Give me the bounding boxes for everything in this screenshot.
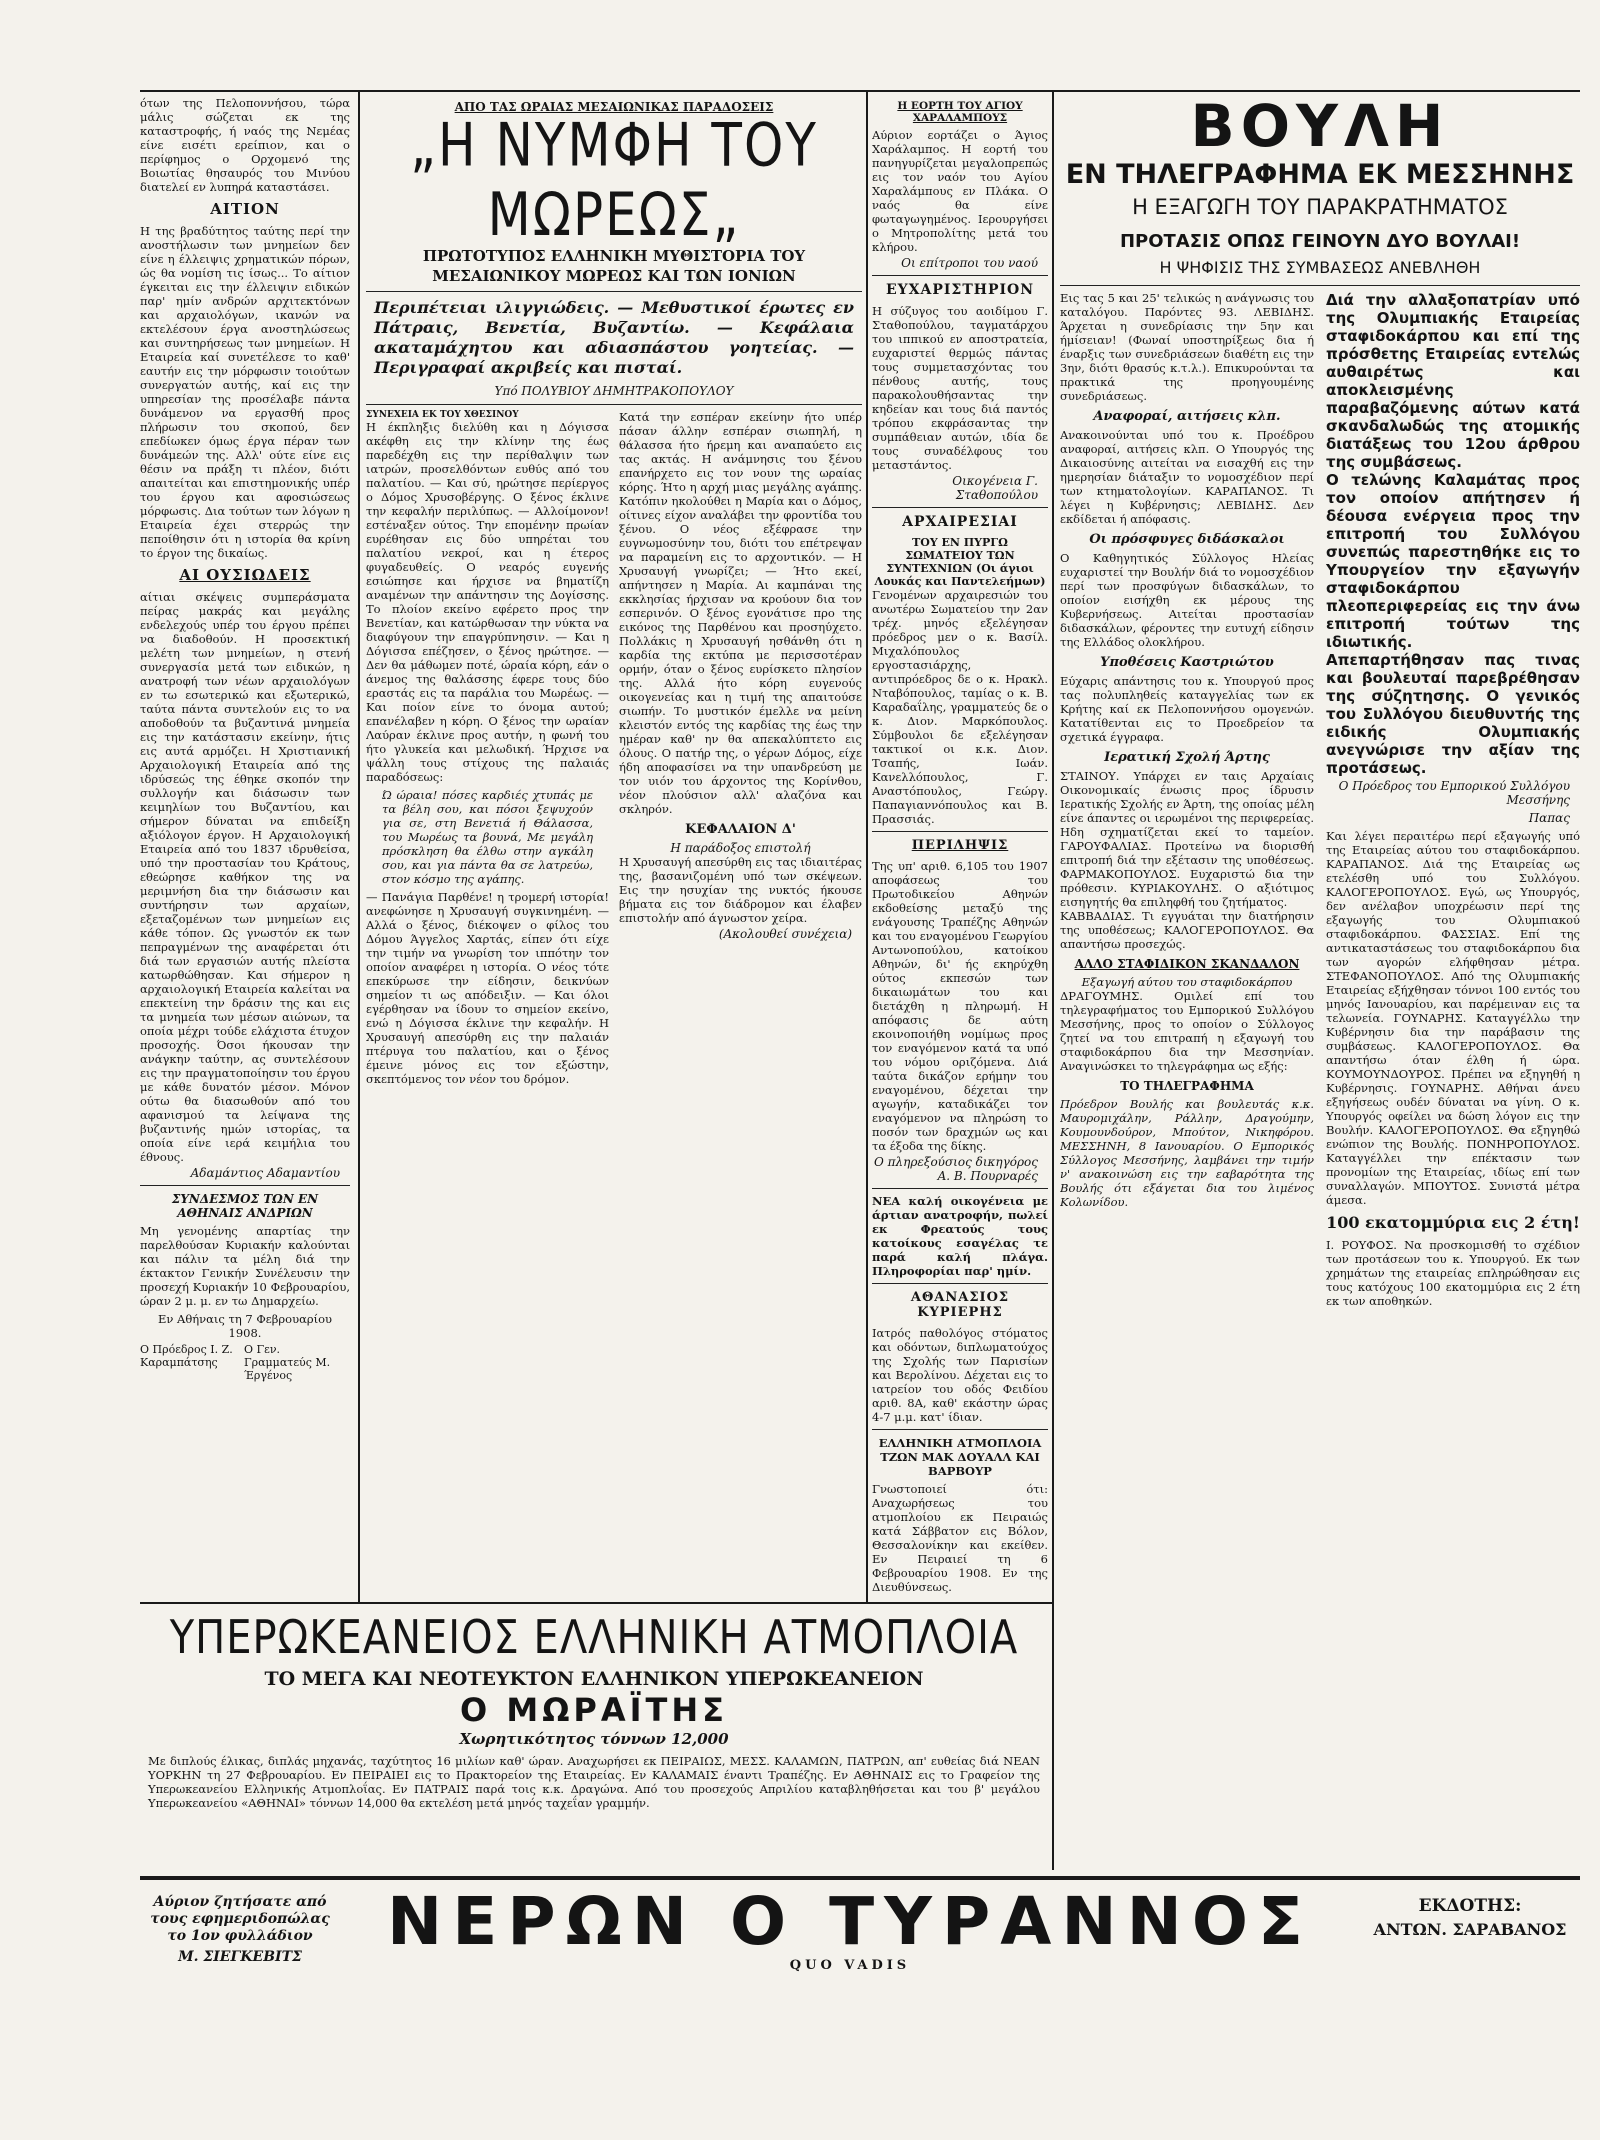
perilipsis-text: Της υπ' αριθ. 6,105 του 1907 αποφάσεως του Πρωτοδικείου Αθηνών εκδοθείσης μεταξύ της ενάγουσης Τραπέζης Αθηνών και του εναγομένου Γεωργίου Αντωνοπούλου, κατοίκου Αθηνών, δι' ής εκηρύχθη ούτος εκπεσών των δικαιωμάτων του και διετάχθη η πληρωμή. Η απόφασις δε αύτη εκοινοποιήθη νομίμως προς τον εναγόμενον κατά τα υπό του νόμου οριζόμενα. Διά ταύτα δικάζον ερήμην του εναγομένου, δέχεται την αγωγήν, καταδικάζει τον εναγόμενον να πληρώση το ποσόν των δραχμών ως και τα έξοδα της δίκης. xyxy=(872,859,1048,1153)
feuilleton-text-d: Η Χρυσαυγή απεσύρθη εις τας ιδιαιτέρας της, βασανιζομένη υπό των σκέψεων. Εις την ησυχίαν της νυκτός ήκουσε βήματα εις τον διάδρομον και έλαβεν επιστολήν από άγνωστον χείρα. xyxy=(619,855,862,925)
steamers-text: Γνωστοποιεί ότι: Αναχωρήσεως του ατμοπλοίου εκ Πειραιώς κατά Σάββατον εις Βόλον, Θεσσαλονίκην και εκείθεν. Εν Πειραιεί τη 6 Φεβρουαρίου 1908. Εν της Διευθύνσεως. xyxy=(872,1482,1048,1594)
petitions-heading: Αναφοραί, αιτήσεις κλπ. xyxy=(1093,409,1281,424)
parliament-right-signature: Ο Πρόεδρος του Εμπορικού Συλλόγου Μεσσήνης xyxy=(1338,779,1570,807)
festival-signature: Οι επίτροποι του ναού xyxy=(901,256,1038,270)
shipping-ad-title: ΥΠΕΡΩΚΕΑΝΕΙΟΣ ΕΛΛΗΝΙΚΗ ΑΤΜΟΠΛΟΙΑ xyxy=(169,1611,1019,1665)
nea-ad: ΝΕΑ καλή οικογένεια με άρτιαν ανατροφήν, πωλεί εκ Φρεατούς τους κατοίκους εσαγέλας τε παρά καλή πλάγα. Πληροφορίαι παρ' ημίν. xyxy=(872,1194,1048,1278)
footer-subtitle: QUO VADIS xyxy=(789,1958,911,1973)
divider xyxy=(366,291,862,292)
parliament-right-text-3: Απεπαρτήθησαν πας τινας και βουλευταί παρεβρέθησαν της σύζητησης. Ο γενικός του Συλλόγου διευθυντής της ειδικής Ολυμπιακής ανεγνώρισε την αξίαν της προτάσεως. xyxy=(1326,651,1580,777)
column-4 xyxy=(872,94,1048,1598)
feuilleton-subtitle: ΠΡΩΤΟΤΥΠΟΣ ΕΛΛΗΝΙΚΗ ΜΥΘΙΣΤΟΡΙΑ ΤΟΥ ΜΕΣΑΙΩΝΙΚΟΥ ΜΩΡΕΩΣ ΚΑΙ ΤΩΝ ΙΟΝΙΩΝ xyxy=(422,247,806,285)
syndesmos-heading: ΣΥΝΔΕΣΜΟΣ ΤΩΝ ΕΝ ΑΘΗΝΑΙΣ ΑΝΔΡΙΩΝ xyxy=(171,1192,319,1220)
elections-heading: ΑΡΧΑΙΡΕΣΙΑΙ xyxy=(902,514,1018,530)
divider xyxy=(1060,285,1580,286)
scandal-heading: ΑΛΛΟ ΣΤΑΦΙΔΙΚΟΝ ΣΚΑΝΔΑΛΟΝ xyxy=(1074,957,1300,971)
divider xyxy=(140,1185,350,1186)
feuilleton-poem: Ώ ώραια! πόσες καρδιές χτυπάς με τα βέλη σου, και πόσοι ξεψυχούν για σε, στη Βενετιά ή Θάλασσα, του Μωρέως τα βουνά, Με μεγάλη πρόσκληση θα έλθω στην αγκάλη σου, και για πάντα θα σε λατρεύω, στον κόσμο της αγάπης. xyxy=(382,788,593,886)
shipping-ad-text: Με διπλούς έλικας, διπλάς μηχανάς, ταχύτητος 16 μιλίων καθ' ώραν. Αναχωρήσει εκ ΠΕΙΡΑΙΩΣ, ΜΕΣΣ. ΚΑΛΑΜΩΝ, ΠΑΤΡΩΝ, απ' ευθείας διά ΝΕΑΝ ΥΟΡΚΗΝ τη 27 Φεβρουαρίου. Εν ΠΕΙΡΑΙΕΙ εις το Πρακτορείον της Εταιρείας. Εν ΚΑΛΑΜΑΙΣ έναντι Τραπέζης. Εν ΑΘΗΝΑΙΣ εις το Γραφείον της Υπερωκεανείου Ελληνικής Ατμοπλοΐας. Εν ΠΑΤΡΑΙΣ παρά τοις κ.κ. Δραγώνα. Από του προσεχούς Απριλίου καταβληθήσεται και του β' μεγάλου Υπερωκεανείου «ΑΘΗΝΑΙ» τόννων 14,000 θα εκτελέση μετά μηνός ταχεΐαν γραμμήν. xyxy=(148,1754,1040,1810)
intro-text: ότων της Πελοποννήσου, τώρα μάλις σώζεται εκ της καταστροφής, ή ναός της Νεμέας είνε εισέτι ερείπιον, και ο περίφημος ο Ορχομενό της Βοιωτίας θησαυρός του Μινύου διατελεί εν λυπηρά καταστάσει. xyxy=(140,96,350,194)
perilipsis-heading: ΠΕΡΙΛΗΨΙΣ xyxy=(911,838,1009,853)
feuilleton-section xyxy=(366,94,862,1598)
steamers-heading: ΕΛΛΗΝΙΚΗ ΑΤΜΟΠΛΟΙΑ ΤΖΩΝ ΜΑΚ ΔΟΥΑΛΛ ΚΑΙ ΒΑΡΒΟΥΡ xyxy=(878,1436,1042,1478)
feuilleton-text-a: Η έκπληξις διελύθη και η Δόγισσα ακέφθη εις την κλίνην της έως παρεδέχθη εις την περίθαλψιν των ιατρών, προσελθόντων ευθύς από του παλατίου. — Και σύ, ηρώτησε περίεργος ο Δόμος Χρυσοβέργης. Ο ξένος έκλινε την κεφαλήν περιλύπως. — Αλλοίμονον! εστέναξεν ούτος. Την επομένην πρωίαν ευρέθησαν εις δύο υπηρέται του παλατίου νεκροί, και η έτερος φυγαδευθείς. Ο νεαρός ευγενής εσιώπησε και ήρχισε να βηματίζη αναμένων την απάντησιν της Δογίσσης. Το πλοίον εκείνο εφέρετο προς την Βενετίαν, και κατώρθωσαν την νύκτα να διαφύγουν την επαγρύπνησιν. — Και η Δόγισσα επέζησεν, ο ξένος ηρώτησε. — Δεν θα μάθωμεν ποτέ, ώραία κόρη, εάν ο άνεμος της θαλάσσης έφερε τους δύο εραστάς εις τα παράλια του Μωρέως. — Και ποίον είνε το όνομα αυτού; επανέλαβεν η κόρη. Ο ξένος την ωραίαν Λαύραν έκλινε προς αυτήν, η φωνή του ήτο γλυκεία και μελωδική. Ήρχισε να ψάλλη τους στίχους της παλαιάς παραδόσεως: xyxy=(366,420,609,784)
column-rule xyxy=(866,90,868,1602)
divider xyxy=(366,404,862,405)
ousiodeis-text: αίτιαι σκέψεις συμπεράσματα πείρας μακράς και μεγάλης ενδελεχούς υπέρ του έργου πρέπει να διαδοθούν. Η προσεκτική μελέτη των μνημείων, η στενή συνεργασία μετά των ειδικών, η ανατροφή των νέων αρχαιολόγων εν τω εσωτερικώ και εξωτερικώ, ταύτα πάντα συντελούν εις το να αποδοθούν τα βυζαντινά μνημεία εις την κατάστασιν εκείνην, ήτις εις αυτά αρμόζει. Η Χριστιανική Αρχαιολογική Εταιρεία από της ιδρύσεώς της έθηκε σκοπόν την συλλογήν και διάσωσιν των κειμηλίων του Βυζαντίου, και σήμερον δύναται να επιδείξη αξιόλογον έργον. Η Αρχαιολογική Εταιρεία από του 1837 ιδρυθείσα, υπό την προστασίαν του Κράτους, εθεώρησε καθήκον της να μεριμνήση δια την διάσωσιν και συντήρησιν των αρχαίων, εξεταζομένων των μνημείων εις κάθε τόπον. Ως γνωστόν εκ των πεπραγμένων της αναφέρεται ότι διά των εργασιών αυτής πλείστα κατωρθώθησαν. Και σήμερον η αρχαιολογική Εταιρεία καλείται να επεκτείνη την δράσιν της και εις τα μνημεία των μέσων αιώνων, τα οποία μέχρι τούδε ελάχιστα έτυχον προσοχής. Όσοι ήκουσαν την ανάγκην ταύτην, ας συντελέσουν εις την πραγματοποίησιν του έργου με κάθε δυνατόν μέσον. Μόνον ούτω θα διασωθούν από του αφανισμού τα λείψανα της βυζαντινής ημών ιστορίας, τα οποία είνε ιερά κειμήλια του έθνους. xyxy=(140,590,350,1164)
feuilleton-text-c: Κατά την εσπέραν εκείνην ήτο υπέρ πάσαν άλλην εσπέραν σιωπηλή, η θάλασσα ήτο ήρεμη και αναπαύετο εις τας ακτάς. Η ανάμνησις του ξένου επανήρχετο εις τον νουν της ωραίας κόρης. Ήτο η αρχή μιας μεγάλης αγάπης. Κατόπιν ηκολούθει η Μαρία και ο Δόμος, οίτινες είχον αναλάβει την φροντίδα του ξένου. Ο νέος εξέφρασε την ευγνωμοσύνην του, διότι του επέτρεψαν να παραμείνη εις το αρχοντικόν. — Η Χρυσαυγή γνωρίζει; — Ήτο εκεί, απήντησεν η Μαρία. Αι καμπάναι της εκκλησίας ήρχισαν να κρούουν δια τον εσπερινόν. Ο ξένος εγονάτισε προ της εικόνος της Παρθένου και προσηύχετο. Πολλάκις η Χρυσαυγή ησθάνθη ότι η καρδία της εκτύπα με περισσοτέραν ορμήν, όταν ο ξένος ευρίσκετο πλησίον της. Αλλά ήτο κόρη ευγενούς οικογενείας και η τιμή της απαιτούσε σιωπήν. Το μυστικόν έμελλε να μείνη κλειστόν εντός της καρδίας της έως την ημέραν καθ' ην θα απεκαλύπτετο εις όλους. Ο πατήρ της, ο γέρων Δόμος, είχε ήδη αποφασίσει να την υπανδρεύση με τον υιόν του άρχοντος της Κορίνθου, νέον πλούσιον αλλ' αλαζόνα και σκληρόν. xyxy=(619,410,862,816)
syndesmos-text: Μη γενομένης απαρτίας την παρελθούσαν Κυριακήν καλούνται και πάλιν τα μέλη διά την έκτακτον Γενικήν Συνέλευσιν την προσεχή Κυριακήν 10 Φεβρουαρίου, ώραν 2 μ. μ. εν τω Δημαρχείω. xyxy=(140,1224,350,1308)
footer-right-name: ΑΝΤΩΝ. ΣΑΡΑΒΑΝΟΣ xyxy=(1373,1920,1567,1939)
shipping-advertisement xyxy=(140,1608,1048,1870)
divider xyxy=(872,1188,1048,1189)
scandal-text: ΔΡΑΓΟΥΜΗΣ. Ομιλεί επί του τηλεγραφήματος του Εμπορικού Συλλόγου Μεσσήνης, προς το οποίον ο Σύλλογος ζητεί να του επιτραπή η εξαγωγή του σταφιδοκάρπου δια την Μεσσηνίαν. Αναγινώσκει το τηλεγράφημα ως εξής: xyxy=(1060,989,1314,1073)
shipping-ad-subtitle: ΤΟ ΜΕΓΑ ΚΑΙ ΝΕΟΤΕΥΚΤΟΝ ΕΛΛΗΝΙΚΟΝ ΥΠΕΡΩΚΕΑΝΕΙΟΝ xyxy=(264,1668,924,1690)
parliament-bottom-line: 100 εκατομμύρια εις 2 έτη! xyxy=(1326,1213,1580,1232)
column-rule xyxy=(1052,90,1054,1870)
divider xyxy=(872,1283,1048,1284)
elections-subheading: ΤΟΥ ΕΝ ΠΥΡΓΩ ΣΩΜΑΤΕΙΟΥ ΤΩΝ ΣΥΝΤΕΧΝΙΩΝ (Οι άγιοι Λουκάς και Παντελεήμων) xyxy=(874,536,1046,588)
footer-banner xyxy=(140,1886,1580,1986)
kyriakis-heading: ΑΘΑΝΑΣΙΟΣ ΚΥΡΙΕΡΗΣ xyxy=(910,1290,1010,1320)
thanks-signature: Οικογένεια Γ. Σταθοπούλου xyxy=(952,474,1038,502)
divider xyxy=(872,275,1048,276)
ousiodeis-heading: ΑΙ ΟΥΣΙΩΔΕΙΣ xyxy=(179,566,311,584)
top-rule xyxy=(140,90,1580,92)
arta-text: ΣΤΑΙΝΟΥ. Υπάρχει εν ταις Αρχαίαις Οικονομικαίς ένωσις προς ίδρυσιν Ιερατικής Σχολής εν Άρτη, της οποίας μέλη είνε άπαντες οι ιερωμένοι της περιφερείας. Ηδη σχηματίζεται εκεί το ταμείον. ΓΑΡΟΥΦΑΛΙΑΣ. Προτείνω να διορισθή επιτροπή διά την εξέτασιν της υποθέσεως. ΦΑΡΜΑΚΟΠΟΥΛΟΣ. Ευχαριστώ δια την πρόθεσιν. ΚΥΡΙΑΚΟΥΛΗΣ. Ο αξιότιμος εισηγητής θα επιληφθή του ζητήματος. xyxy=(1060,769,1315,909)
article-signature: Αδαμάντιος Αδαμαντίου xyxy=(190,1166,340,1180)
parliament-headline: ΕΝ ΤΗΛΕΓΡΑΦΗΜΑ ΕΚ ΜΕΣΣΗΝΗΣ xyxy=(1065,159,1575,190)
parliament-right-text: Διά την αλλαξοπατρίαν υπό της Ολυμπιακής Εταιρείας σταφιδοκάρπου και επί της πρόσθετης Εταιρείας εντελώς αυθαιρέτως και αποκλεισμένης παραβαζόμενης αύτων κατά σκανδαλωδώς της ατομικής διατάξεως του 12ου άρθρου της συμβάσεως. xyxy=(1326,291,1580,471)
teachers-text: Ο Καθηγητικός Σύλλογος Ηλείας ευχαριστεί την Βουλήν διά το νομοσχέδιον περί των προσφύγων διδασκάλων, το οποίον εισήχθη εκ μέρους της Κυβερνήσεως. Αιτείται προστασίαν διδασκάλων, φέροντες την ευτυχή είδησιν της Ελλάδος ολοκλήρου. xyxy=(1060,551,1314,649)
continuation-note: (Ακολουθεί συνέχεια) xyxy=(718,927,852,941)
footer-rule xyxy=(140,1876,1580,1880)
feuilleton-blurb: Περιπέτειαι ιλιγγιώδεις. — Μεθυστικοί έρωτες εν Πάτραις, Βενετία, Βυζαντίω. — Κεφάλαια ακαταμάχητου και αδιασπάστου γοητείας. — Περιγραφαί ακριβείς και πισταί. xyxy=(374,298,854,377)
feuilleton-text-b: — Πανάγια Παρθένε! η τρομερή ιστορία! ανεφώνησε η Χρυσαυγή συγκινημένη. — Αλλά ο ξένος, διέκοψεν ο φίλος του Δόμου Άγγελος Χαρτάς, είπεν ότι είχε την τιμήν να γνωρίση τον ιππότην τον οποίον αναφέρει η ιστορία. Ο νέος τότε επεκύρωσε την είδησιν, δεικνύων σημείον τι ως απόδειξιν. — Και όλοι εγέρθησαν να ίδουν το σημείον εκείνο, ενώ η Δόγισσα έκλινε την κεφαλήν. Η Χρυσαυγή απεσύρθη εις την παλαιάν πτέρυγα του παλατίου, και ο ξένος έμεινε μόνος εις τον εξώστην, σκεπτόμενος τον νέον του δρόμον. xyxy=(366,890,609,1086)
scandal-subheading: Εξαγωγή αύτου του σταφιδοκάρπου xyxy=(1081,975,1293,989)
footer-title: ΝΕΡΩΝ Ο ΤΥΡΑΝΝΟΣ xyxy=(386,1886,1314,1960)
newspaper-page xyxy=(140,90,1580,2070)
festival-text: Αύριον εορτάζει ο Άγιος Χαράλαμπος. Η εορτή του πανηγυρίζεται μεγαλοπρεπώς εις τον ναόν του Αγίου Χαραλάμπους εν Πλάκα. Ο ναός θα είνε φωταγωγημένος. Ιερουργήσει ο Μητροπολίτης μετά του κλήρου. xyxy=(872,128,1048,254)
divider xyxy=(872,1429,1048,1430)
parliament-section xyxy=(1060,94,1580,1870)
elections-text: Γενομένων αρχαιρεσιών του ανωτέρω Σωματείου την 2αν τρέχ. μηνός εξελέγησαν πρόεδρος μεν ο κ. Βασίλ. Μιχαλόπουλος εργοστασιάρχης, αντιπρόεδρος δε ο κ. Ηρακλ. Νταβόπουλος, ταμίας ο κ. Β. Καραδαΐλης, γραμματεύς δε ο κ. Διον. Μαρκόπουλος. Σύμβουλοι δε εξελέγησαν τακτικοί οι κ.κ. Διον. Τσαπής, Ιωάν. Κανελλόπουλος, Γ. Αναστόπουλος, Γεώργ. Παπαγιαννόπουλος και Β. Πρασσιάς. xyxy=(872,588,1048,826)
parliament-masthead: ΒΟΥΛΗ xyxy=(1190,94,1450,160)
column-rule xyxy=(358,90,360,1602)
footer-right-label: ΕΚΔΟΤΗΣ: xyxy=(1418,1896,1522,1916)
divider xyxy=(872,831,1048,832)
footer-right xyxy=(1360,1896,1580,1939)
chapter-title: Η παράδοξος επιστολή xyxy=(670,841,811,855)
feuilleton-title: „Η ΝΥΜΦΗ ΤΟΥ ΜΩΡΕΩΣ„ xyxy=(410,110,818,250)
parliament-bottom-text: Ι. ΡΟΥΦΟΣ. Να προσκομισθή το σχέδιον των προτάσεων του κ. Υπουργού. Εκ των χρημάτων της εταιρείας επληρώθησαν εις τους κατόχους 100 εκατομμύρια εις 2 έτη εκ των αποθηκών. xyxy=(1326,1238,1580,1308)
kyriakis-text: Ιατρός παθολόγος στόματος και οδόντων, διπλωματούχος της Σχολής των Παρισίων και Βερολίνου. Δέχεται εις το ιατρείον του οδός Φειδίου αριθ. 8Α, καθ' εκάστην ώρας 4-7 μ.μ. κατ' ίδιαν. xyxy=(872,1326,1048,1424)
festival-heading: Η ΕΟΡΤΗ ΤΟΥ ΑΓΙΟΥ ΧΑΡΑΛΑΜΠΟΥΣ xyxy=(897,100,1023,124)
section-rule xyxy=(140,1602,1052,1604)
parliament-subhead-2: ΠΡΟΤΑΣΙΣ ΟΠΩΣ ΓΕΙΝΟΥΝ ΔΥΟ ΒΟΥΛΑΙ! xyxy=(1119,231,1521,252)
parliament-right-signature-2: Παπας xyxy=(1528,811,1570,825)
feuilleton-column-right xyxy=(619,410,862,1086)
feuilleton-kicker: ΑΠΟ ΤΑΣ ΩΡΑΙΑΣ ΜΕΣΑΙΩΝΙΚΑΣ ΠΑΡΑΔΟΣΕΙΣ xyxy=(454,100,774,114)
kavadias-text: ΚΑΒΒΑΔΙΑΣ. Τι εγγυάται την διατήρησιν της υποθέσεως; ΚΑΛΟΓΕΡΟΠΟΥΛΟΣ. Θα απαντήσω προσεχώς. xyxy=(1060,909,1314,951)
divider xyxy=(872,507,1048,508)
column-1 xyxy=(140,96,350,1596)
shipping-ad-ship: Ο ΜΩΡΑΪΤΗΣ xyxy=(460,1691,728,1729)
telegram-text: Πρόεδρον Βουλής και βουλευτάς κ.κ. Μαυρομιχάλην, Ράλλην, Δραγούμην, Κουμουνδούρον, Μπούτον, Νικηφόρου. ΜΕΣΣΗΝΗ, 8 Ιανουαρίου. Ο Εμπορικός Σύλλογος Μεσσήνης, λαμβάνει την τιμήν ν' ανακοινώση εις την εαβαρότητα της Βουλής ότι εξάγεται δια του λιμένος Κολωνίδου. xyxy=(1060,1097,1314,1209)
parliament-right-text-2: Ο τελώνης Καλαμάτας προς τον οποίον απήτησεν ή δέουσα ενέργεια προς την επιτροπή του Συλλόγου συνεπώς παρεστηθήκε εις το Υπουργείον την εξαγωγήν σταφιδοκάρπου πλεοπεριφερείας εις την άνω επιτροπή τούτων της ιδιωτικής. xyxy=(1326,471,1580,651)
telegram-heading: ΤΟ ΤΗΛΕΓΡΑΦΗΜΑ xyxy=(1120,1079,1254,1093)
feuilleton-column-left xyxy=(366,410,609,1086)
signature-secretary: Ο Γεν. Γραμματεύς Μ. Έργένος xyxy=(244,1343,331,1382)
parliament-subhead-3: Η ΨΗΦΙΣΙΣ ΤΗΣ ΣΥΜΒΑΣΕΩΣ ΑΝΕΒΛΗΘΗ xyxy=(1159,258,1481,277)
parliament-column-right xyxy=(1326,291,1580,1308)
session-opening: Εις τας 5 και 25' τελικώς η ανάγνωσις του καταλόγου. Παρόντες 93. ΛΕΒΙΔΗΣ. Άρχεται η συνεδρίασις την 5ην και ήμίσειαν! (Φωναί υποστηρίξεως δια ή έναρξις των συνεδριάσεων διαθέτη εις την 3ην, διότι θρασύς κ.τ.λ.). Επικυρούνται τα πρακτικά της προηγουμένης συνεδριάσεως. xyxy=(1060,291,1314,403)
parliament-column-left xyxy=(1060,291,1314,1308)
footer-left-text: Αύριον ζητήσατε από τους εφημεριδοπώλας το 1ον φυλλάδιον xyxy=(150,1894,330,1944)
signature-president: Ο Πρόεδρος Ι. Ζ. Καραμπάτσης xyxy=(140,1343,233,1369)
chapter-heading: ΚΕΦΑΛΑΙΟΝ Δ' xyxy=(685,822,796,837)
footer-left-name: Μ. ΣΙΕΓΚΕΒΙΤΣ xyxy=(178,1949,302,1965)
teachers-heading: Οι πρόσφυγες διδάσκαλοι xyxy=(1089,532,1285,547)
kastriotou-text: Εύχαρις απάντησις του κ. Υπουργού προς τας πολυπληθείς καταγγελίας των εκ Κρήτης καί εκ Πελοποννήσου ομογενών. Κατατίθενται εις το Προεδρείον τα σχετικά έγγραφα. xyxy=(1060,674,1314,744)
arta-heading: Ιερατική Σχολή Άρτης xyxy=(1104,750,1270,765)
feuilleton-byline: Υπό ΠΟΛΥΒΙΟΥ ΔΗΜΗΤΡΑΚΟΠΟΥΛΟΥ xyxy=(494,384,734,398)
petitions-text: Ανακοινούνται υπό του κ. Προέδρου αναφοραί, αιτήσεις κλπ. Ο Υπουργός της Δικαιοσύνης αιτείται να εισαχθή εις την ημερησίαν διάταξιν το νομοσχέδιον περί των κτηματολογίων. ΚΑΡΑΠΑΝΟΣ. Τι λέγει η Κυβέρνησις; ΛΕΒΙΔΗΣ. Δεν εκδίδεται ή απόφασις. xyxy=(1060,428,1314,526)
parliament-subhead: Η ΕΞΑΓΩΓΗ ΤΟΥ ΠΑΡΑΚΡΑΤΗΜΑΤΟΣ xyxy=(1132,195,1508,219)
parliament-debate-text: Και λέγει περαιτέρω περί εξαγωγής υπό της Εταιρείας αύτου του σταφιδοκάρπου. ΚΑΡΑΠΑΝΟΣ. Διά της Εταιρείας ως ετελέσθη υπό του Συλλόγου. ΚΑΛΟΓΕΡΟΠΟΥΛΟΣ. Εγώ, ως Υπουργός, δεν ανέλαβον υποχρέωσιν περί της εξαγωγής του Ολυμπιακού σταφιδοκάρπου. ΦΑΣΣΙΑΣ. Επί της αντικαταστάσεως του σταφιδοκάρπου δια των αγορών ελήφθησαν μέτρα. ΣΤΕΦΑΝΟΠΟΥΛΟΣ. Από της Ολυμπιακής Εταιρείας εξήχθησαν τόννοι 100 εντός του μηνός Ιανουαρίου, και παρέμειναν εις τα τελωνεία. ΓΟΥΝΑΡΗΣ. Καταγγέλλω την Κυβέρνησιν δια την παράβασιν της συμβάσεως. ΚΑΛΟΓΕΡΟΠΟΥΛΟΣ. Θα απαντήσω όταν έλθη ή ώρα. ΚΟΥΜΟΥΝΔΟΥΡΟΣ. Πρέπει να εξηγηθή η Κυβέρνησις. ΓΟΥΝΑΡΗΣ. Αθήναι άνευ εξηγήσεως ουδέν δύναται να γίνη. Ο κ. Υπουργός οφείλει να δώση λόγον εις την Βουλήν. ΚΑΛΟΓΕΡΟΠΟΥΛΟΣ. Θα εξηγηθώ ενώπιον της Βουλής. ΠΟΝΗΡΟΠΟΥΛΟΣ. Καταγγέλλει την επέκτασιν των προνομίων της Εταιρείας, ιδίως επί των συναλλαγών. ΜΠΟΥΤΟΣ. Συνιστά μέτρα άμεσα. xyxy=(1326,829,1580,1207)
aition-text: Η της βραδύτητος ταύτης περί την ανοστήλωσιν των μνημείων δεν είνε η έλλειψις χρηματικών πόρων, ώς θα νομίση τις ίσως... Το αίτιον έγκειται εις την έλλειψιν ειδικών παρ' ημίν ανδρών αρχιτεκτόνων και αρχαιολόγων, ικανών να εκτελέσουν έργα ανοστηλώσεως και συντηρήσεως των μνημείων. Η Εταιρεία καί συνετέλεσε το καθ' εαυτήν εις την μόρφωσιν τοιούτων συνεργατών αυτής, καί εις την υπηρεσίαν της προσέλαβε πάντα δυνάμενον να εργασθή προς πλήρωσιν του σκοπού, δεν επεδίωκεν όμως έργα πέραν των δυνάμεών της. Αλλ' ούτε είνε εις θέσιν να πράξη τι πλέον, διότι απαιτείται και επιστημονικής υπέρ του έργου και αφοσιώσεως μόρφωσις. Δια τούτων των λόγων η Εταιρεία έχει στερρώς την πεποίθησιν ότι η ιστορία θα κρίνη το έργον της δικαίως. xyxy=(140,224,350,560)
continuation-label: ΣΥΝΕΧΕΙΑ ΕΚ ΤΟΥ ΧΘΕΣΙΝΟΥ xyxy=(366,410,519,420)
shipping-ad-capacity: Χωρητικότητος τόννων 12,000 xyxy=(459,1730,729,1748)
thanks-heading: ΕΥΧΑΡΙΣΤΗΡΙΟΝ xyxy=(885,282,1035,298)
syndesmos-date: Εν Αθήναις τη 7 Φεβρουαρίου 1908. xyxy=(157,1312,333,1340)
kastriotou-heading: Υποθέσεις Καστριώτου xyxy=(1100,655,1274,670)
footer-left xyxy=(140,1894,340,1966)
thanks-text: Η σύζυγος του αοιδίμου Γ. Σταθοπούλου, ταγματάρχου του ιππικού εν αποστρατεία, ευχαριστεί θερμώς πάντας τους συμμετασχόντας του πένθους αυτής, τους παρακολουθήσαντας την κηδείαν και τους διά παντός τρόπου εκφράσαντας την συμπάθειαν αυτών, ιδία δε τους συναδέλφους του μεταστάντος. xyxy=(872,304,1048,472)
perilipsis-signature: Ο πληρεξούσιος δικηγόρος Α. Β. Πουρναρές xyxy=(874,1155,1038,1183)
aition-heading: ΑΙΤΙΟΝ xyxy=(210,200,280,218)
